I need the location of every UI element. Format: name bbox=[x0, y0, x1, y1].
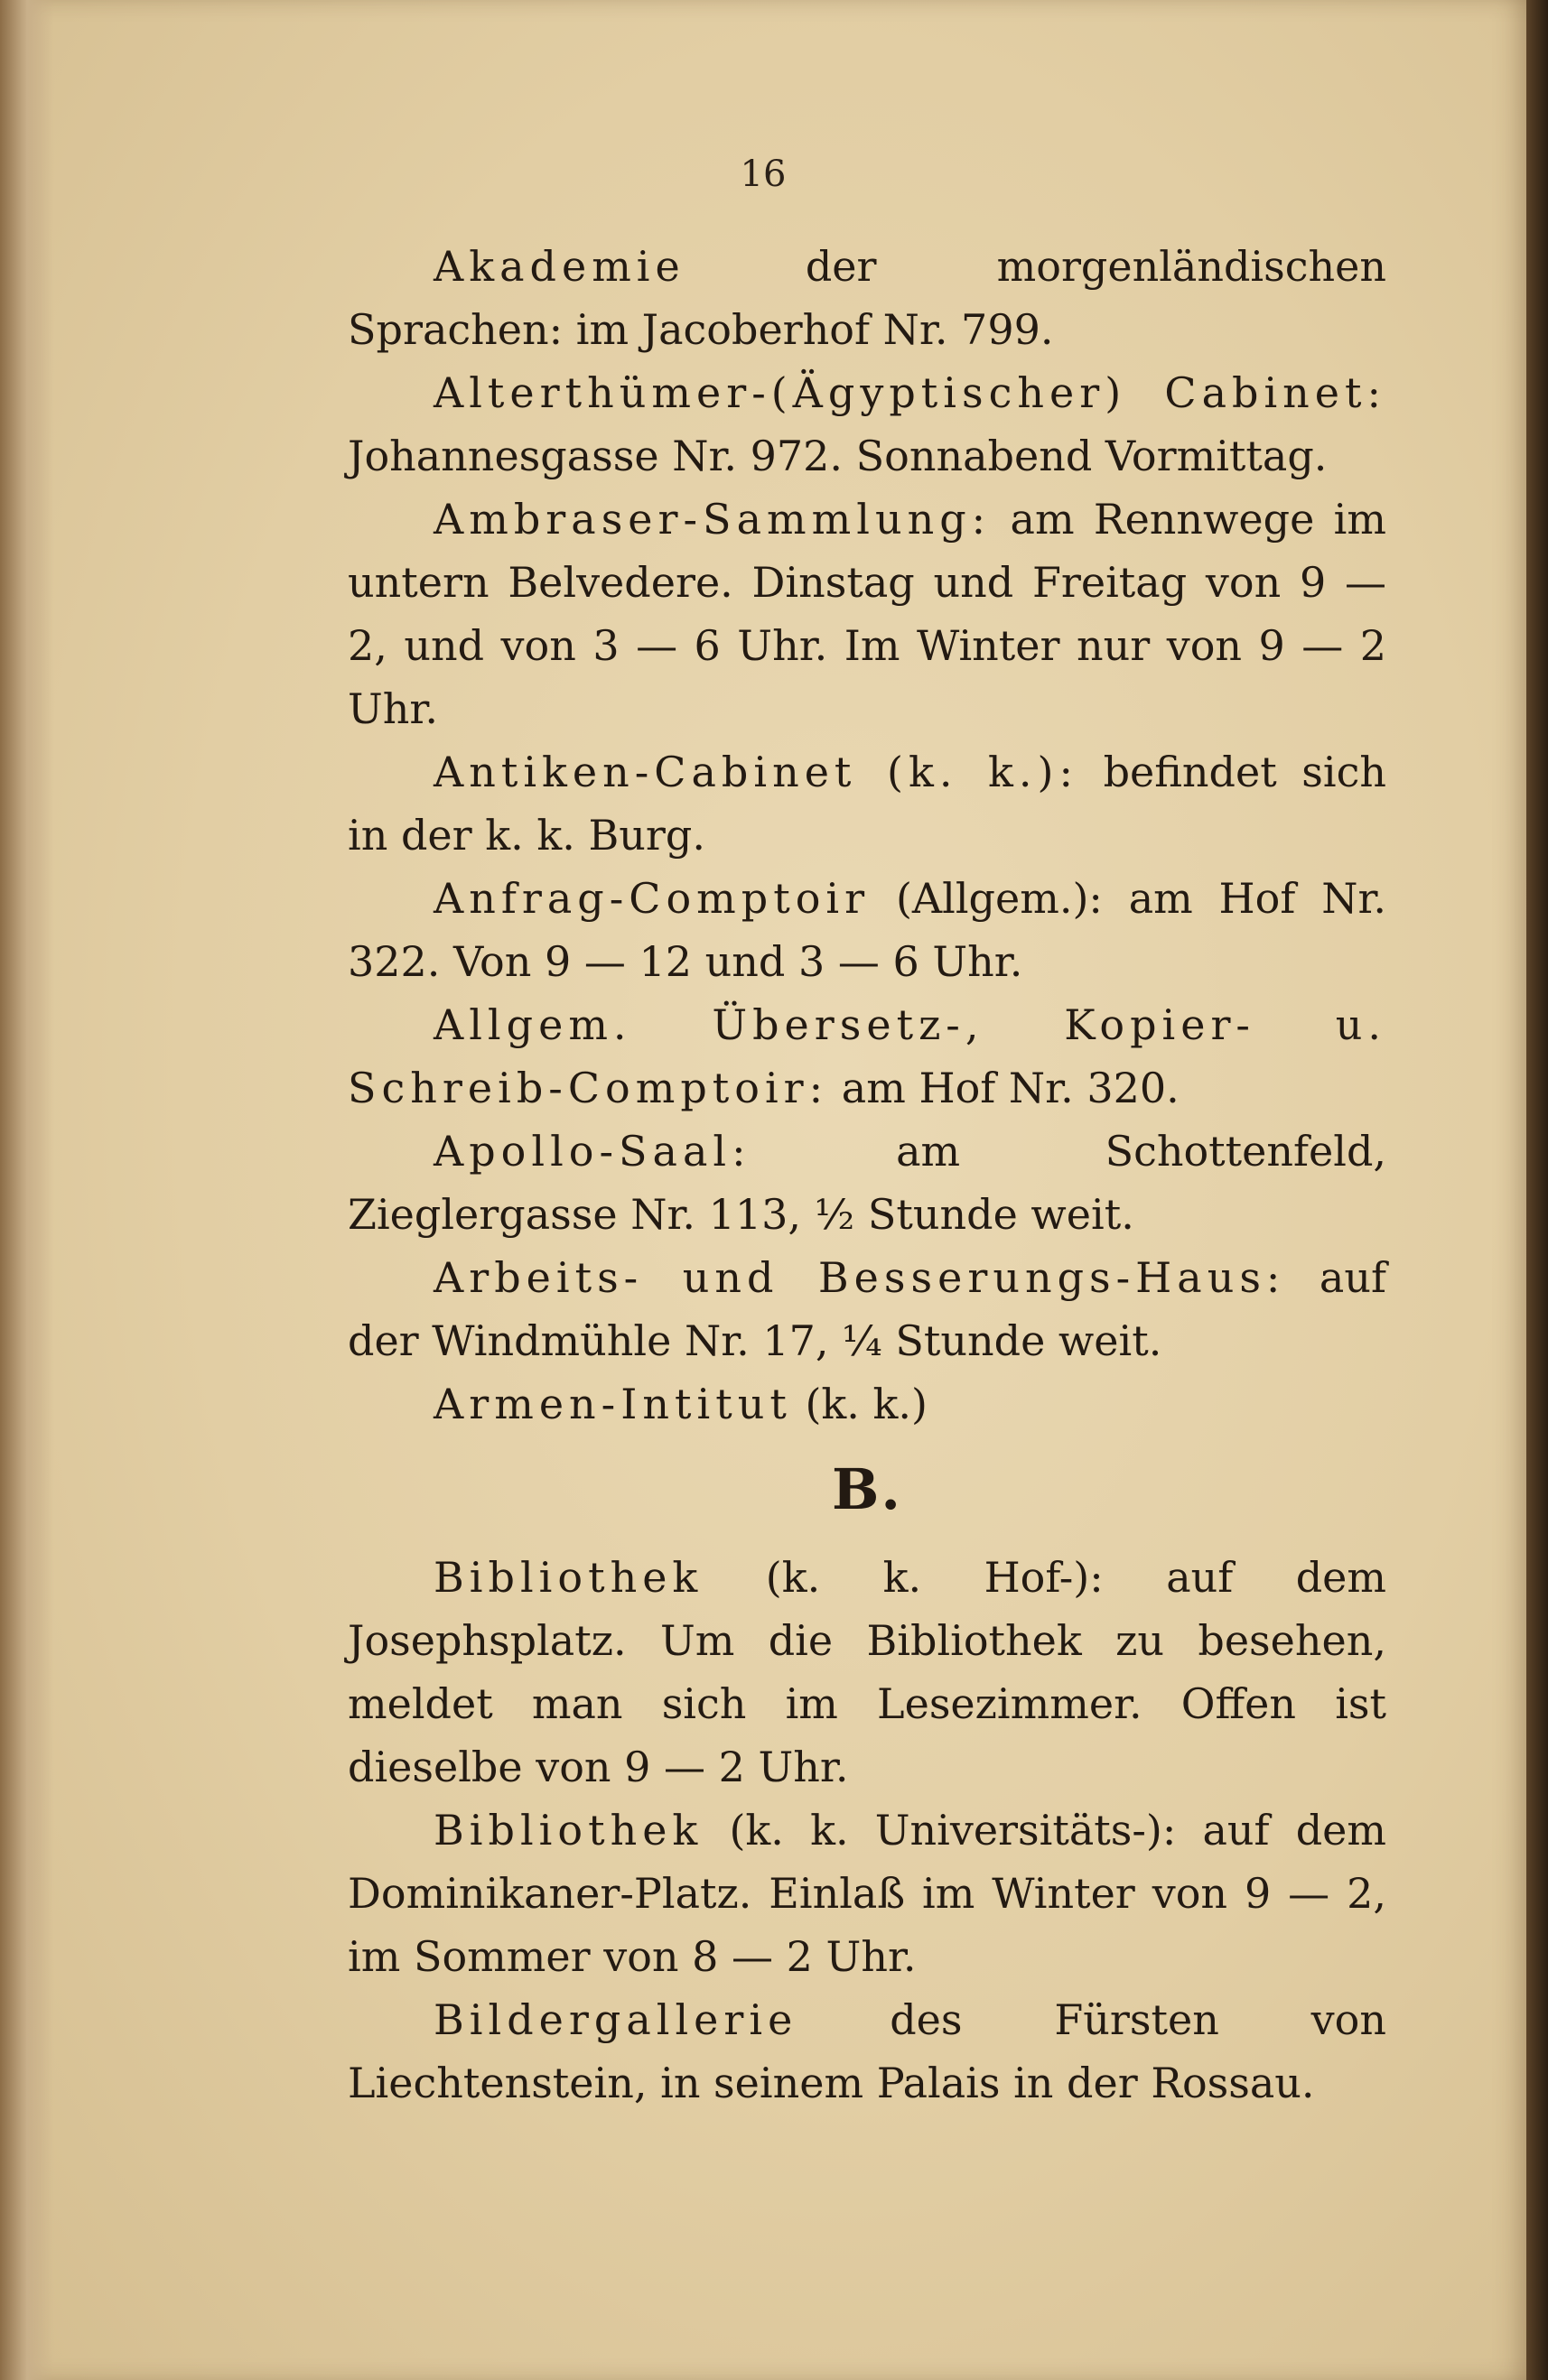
entry-term: Alterthümer-(Ägyptischer) Cabinet: bbox=[434, 368, 1386, 417]
entry-text: (k. k. Hof-): auf dem Josephsplatz. Um die Bibliothek zu besehen, meldet man sich im Lesezimmer. Offen ist dieselbe von 9 — 2 Uhr. bbox=[348, 1553, 1386, 1791]
entry-akademie bbox=[348, 235, 1386, 361]
entry-term: Bibliothek bbox=[434, 1806, 704, 1855]
entry-text: befindet sich in der k. k. Burg. bbox=[348, 748, 1386, 860]
entry-term: Bibliothek bbox=[434, 1553, 704, 1602]
entry-ambraser bbox=[348, 488, 1386, 740]
book-spine-shadow bbox=[0, 0, 54, 2380]
entry-hofbibliothek bbox=[348, 1546, 1386, 1799]
book-edge bbox=[1526, 0, 1548, 2380]
entry-text: am Rennwege im untern Belvedere. Dinstag und Freitag von 9 — 2, und von 3 — 6 Uhr. Im Winter nur von 9 — 2 Uhr. bbox=[348, 495, 1387, 733]
entry-text: der morgenländischen Sprachen: im Jacoberhof Nr. 799. bbox=[348, 242, 1386, 354]
entry-term: Anfrag-Comptoir bbox=[434, 874, 871, 923]
section-letter-heading: B. bbox=[832, 1456, 902, 1522]
entry-text: (k. k. Universitäts-): auf dem Dominikaner-Platz. Einlaß im Winter von 9 — 2, im Sommer von 8 — 2 Uhr. bbox=[348, 1806, 1387, 1981]
entry-term: Ambraser-Sammlung: bbox=[434, 495, 992, 544]
page-number: 16 bbox=[740, 153, 787, 195]
entry-armen bbox=[348, 1372, 1386, 1436]
entry-term: Akademie bbox=[434, 242, 685, 291]
entry-text: auf der Windmühle Nr. 17, ¼ Stunde weit. bbox=[348, 1253, 1386, 1365]
entry-arbeits bbox=[348, 1246, 1386, 1372]
entry-text: des Fürsten von Liechtenstein, in seinem Palais in der Rossau. bbox=[348, 1995, 1386, 2107]
entry-anfrag bbox=[348, 867, 1386, 993]
entry-term: Antiken-Cabinet (k. k.): bbox=[434, 748, 1078, 796]
entry-uebersetz bbox=[348, 993, 1386, 1120]
entry-term: Bildergallerie bbox=[434, 1995, 798, 2044]
entry-text: (k. k.) bbox=[805, 1380, 928, 1428]
entry-term: Arbeits- und Besserungs-Haus: bbox=[434, 1253, 1286, 1302]
entry-antiken bbox=[348, 740, 1386, 867]
entry-universitaetsbibliothek bbox=[348, 1799, 1386, 1988]
entry-text: am Hof Nr. 320. bbox=[841, 1064, 1180, 1112]
entry-text: am Schottenfeld, Zieglergasse Nr. 113, ½ Stunde weit. bbox=[348, 1127, 1387, 1239]
page-content bbox=[348, 235, 1386, 2115]
entry-text: (Allgem.): am Hof Nr. 322. Von 9 — 12 und 3 — 6 Uhr. bbox=[348, 874, 1386, 986]
entry-text: Johannesgasse Nr. 972. Sonnabend Vormittag. bbox=[348, 432, 1328, 480]
entry-apollo bbox=[348, 1120, 1386, 1246]
entry-bildergallerie bbox=[348, 1988, 1386, 2115]
entry-term: Apollo-Saal: bbox=[434, 1127, 751, 1176]
entry-term: Armen-Intitut bbox=[434, 1380, 792, 1428]
entry-alterthuemer bbox=[348, 361, 1386, 488]
entry-term: Allgem. Übersetz-, Kopier- u. Schreib-Comptoir: bbox=[348, 1000, 1386, 1112]
